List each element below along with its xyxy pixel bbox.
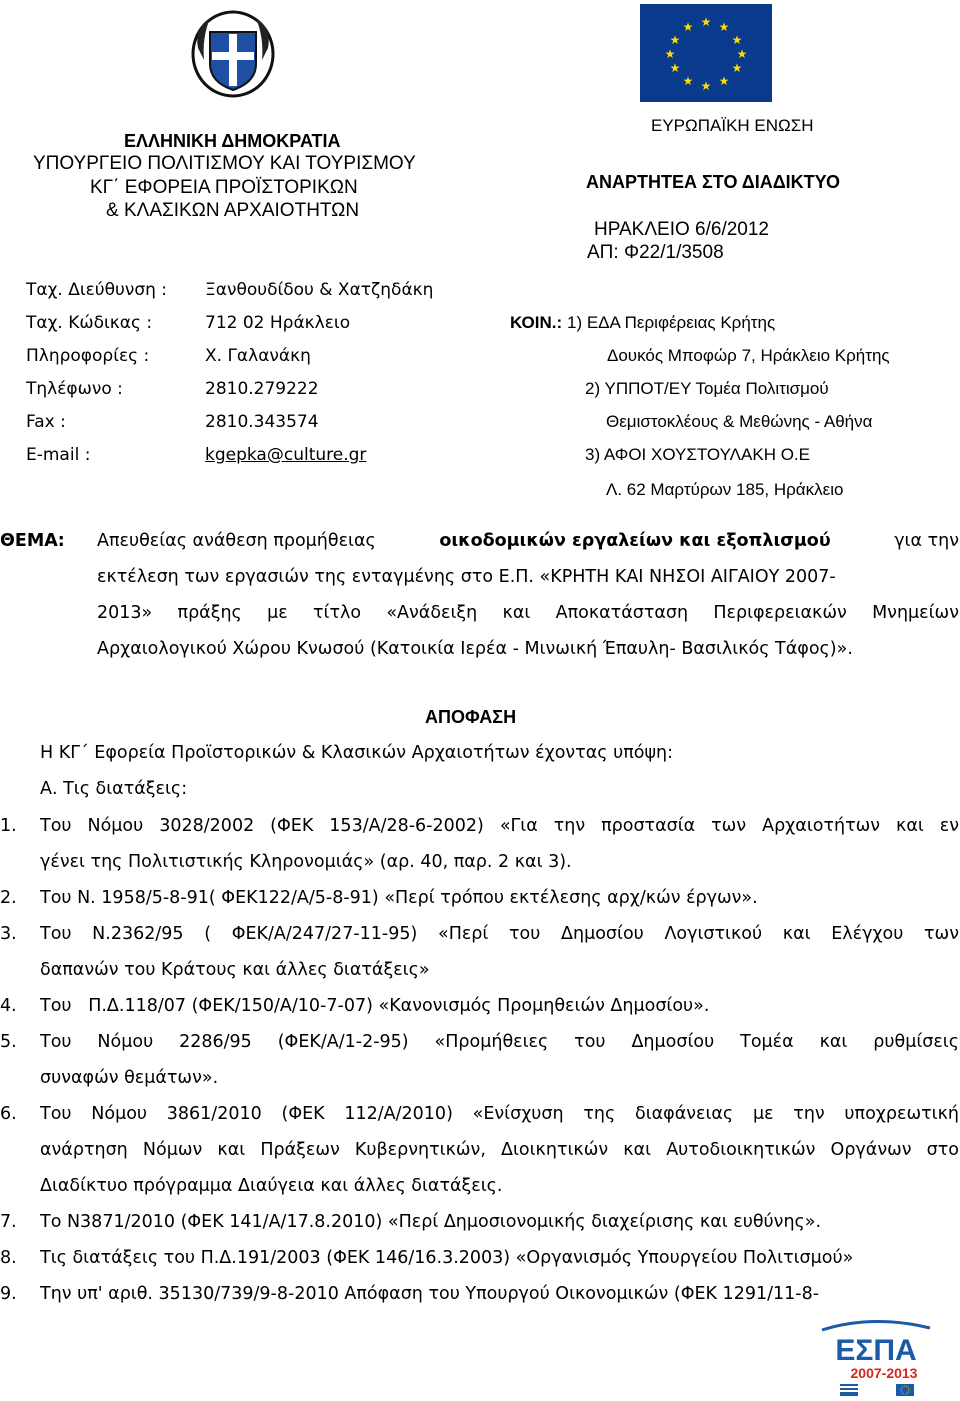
contact-label: E-mail : [26,445,91,465]
list-item-number: 2. [0,888,17,908]
recipient-1: 1) ΕΔΑ Περιφέρειας Κρήτης [567,313,776,332]
recipient-2-address: Θεμιστοκλέους & Μεθώνης - Αθήνα [606,412,873,431]
espa-text: ΕΣΠΑ [835,1334,917,1367]
subject-line-4: Αρχαιολογικού Χώρου Κνωσού (Κατοικία Ιερέα - Μινωική Έπαυλη- Βασιλικός Τάφος)». [97,639,853,659]
contact-value: Ξανθουδίδου & Χατζηδάκη [205,280,434,300]
decision-subheading: Α. Τις διατάξεις: [40,779,188,799]
contact-label: Ταχ. Κώδικας : [26,313,153,333]
contact-label: Fax : [26,412,66,432]
ephorate-line2: & ΚΛΑΣΙΚΩΝ ΑΡΧΑΙΟΤΗΤΩΝ [106,200,360,221]
svg-text:★: ★ [682,20,694,34]
recipient-3: 3) ΑΦΟΙ ΧΟΥΣΤΟΥΛΑΚΗ Ο.Ε [585,445,810,464]
list-item-number: 6. [0,1104,17,1124]
contact-value: 2810.343574 [205,412,319,432]
list-item-text: συναφών θεμάτων». [40,1068,219,1088]
subject-line-3: 2013» πράξης με τίτλο «Ανάδειξη και Αποκατάσταση Περιφερειακών Μνημείων [97,603,959,623]
decision-title: ΑΠΟΦΑΣΗ [425,707,517,727]
list-item-text: Του Ν.2362/95 ( ΦΕΚ/Α/247/27-11-95) «Περί του Δημοσίου Λογιστικού και Ελέγχου των [40,924,959,944]
espa-logo-icon [812,1316,942,1398]
svg-text:★: ★ [718,74,730,88]
ephorate-line1: ΚΓ΄ ΕΦΟΡΕΙΑ ΠΡΟΪΣΤΟΡΙΚΩΝ [90,177,358,198]
svg-text:★: ★ [718,20,730,34]
list-item-number: 1. [0,816,17,836]
decision-intro: Η ΚΓ΄ Εφορεία Προϊστορικών & Κλασικών Αρχαιοτήτων έχοντας υπόψη: [40,743,673,763]
list-item-text: γένει της Πολιτιστικής Κληρονομιάς» (αρ. 40, παρ. 2 και 3). [40,852,572,872]
eu-label: ΕΥΡΩΠΑΪΚΗ ΕΝΩΣΗ [651,116,814,135]
republic-title: ΕΛΛΗΝΙΚΗ ΔΗΜΟΚΡΑΤΙΑ [124,131,341,151]
list-item-number: 3. [0,924,17,944]
greek-coat-of-arms-icon [188,8,278,98]
ministry-title: ΥΠΟΥΡΓΕΙΟ ΠΟΛΙΤΙΣΜΟΥ ΚΑΙ ΤΟΥΡΙΣΜΟΥ [33,153,416,174]
subject-text: για την [888,531,959,551]
recipient-3-address: Λ. 62 Μαρτύρων 185, Ηράκλειο [606,480,844,499]
svg-text:★: ★ [682,74,694,88]
contact-value: Χ. Γαλανάκη [205,346,311,366]
svg-text:★: ★ [731,61,743,75]
list-item-number: 5. [0,1032,17,1052]
subject-line-1 [97,531,959,551]
list-item-text: Του Ν. 1958/5-8-91( ΦΕΚ122/Α/5-8-91) «Περί τρόπου εκτέλεσης αρχ/κών έργων». [40,888,758,908]
contact-value: 712 02 Ηράκλειο [205,313,351,333]
svg-text:★: ★ [700,79,712,93]
list-item-text: Του Νόμου 2286/95 (ΦΕΚ/Α/1-2-95) «Προμήθειες του Δημοσίου Τομέα και ρυθμίσεις [40,1032,959,1052]
eu-flag-icon [640,4,772,102]
contact-value: 2810.279222 [205,379,319,399]
list-item-number: 8. [0,1248,17,1268]
list-item-text: Διαδίκτυο πρόγραμμα Διαύγεια και άλλες διατάξεις. [40,1176,503,1196]
list-item-text: Του Π.Δ.118/07 (ΦΕΚ/150/Α/10-7-07) «Κανονισμός Προμηθειών Δημοσίου». [40,996,710,1016]
list-item-text: Το Ν3871/2010 (ΦΕΚ 141/Α/17.8.2010) «Περί Δημοσιονομικής διαχείρισης και ευθύνης». [40,1212,822,1232]
subject-line-2: εκτέλεση των εργασιών της ενταγμένης στο Ε.Π. «ΚΡΗΤΗ ΚΑΙ ΝΗΣΟΙ ΑΙΓΑΙΟΥ 2007- [97,567,836,587]
svg-text:★: ★ [736,47,748,61]
list-item-text: Την υπ' αριθ. 35130/739/9-8-2010 Απόφαση του Υπουργού Οικονομικών (ΦΕΚ 1291/11-8- [40,1284,820,1304]
list-item-number: 4. [0,996,17,1016]
svg-text:★: ★ [669,33,681,47]
subject-bold-text: οικοδομικών εργαλείων και εξοπλισμού [439,531,831,551]
email-link[interactable]: kgepka@culture.gr [205,445,367,465]
posting-label: ΑΝΑΡΤΗΤΕΑ ΣΤΟ ΔΙΑΔΙΚΤΥΟ [586,172,840,192]
list-item-number: 7. [0,1212,17,1232]
svg-text:★: ★ [700,15,712,29]
place-date: ΗΡΑΚΛΕΙΟ 6/6/2012 [594,219,769,240]
svg-text:★: ★ [669,61,681,75]
contact-label: Πληροφορίες : [26,346,150,366]
svg-text:★: ★ [664,47,676,61]
svg-text:★: ★ [731,33,743,47]
list-item-text: Τις διατάξεις του Π.Δ.191/2003 (ΦΕΚ 146/16.3.2003) «Οργανισμός Υπουργείου Πολιτισμού» [40,1248,854,1268]
list-item-text: Του Νόμου 3028/2002 (ΦΕΚ 153/Α/28-6-2002) «Για την προστασία των Αρχαιοτήτων και εν [40,816,959,836]
recipient-1-address: Δουκός Μποφώρ 7, Ηράκλειο Κρήτης [607,346,890,365]
protocol-number: ΑΠ: Φ22/1/3508 [587,242,724,263]
contact-label: Ταχ. Διεύθυνση : [26,280,168,300]
subject-label: ΘΕΜΑ: [0,531,65,551]
list-item-text: Του Νόμου 3861/2010 (ΦΕΚ 112/Α/2010) «Ενίσχυση της διαφάνειας με την υποχρεωτική [40,1104,959,1124]
list-item-text: δαπανών του Κράτους και άλλες διατάξεις» [40,960,430,980]
koin-label: ΚΟΙΝ.: [510,313,563,332]
subject-text: Απευθείας ανάθεση προμήθειας [97,531,382,551]
list-item-number: 9. [0,1284,17,1304]
list-item-text: ανάρτηση Νόμων και Πράξεων Κυβερνητικών, Διοικητικών και Αυτοδιοικητικών Οργάνων στο [40,1140,959,1160]
espa-years: 2007-2013 [850,1365,918,1381]
contact-label: Τηλέφωνο : [26,379,123,399]
recipient-2: 2) ΥΠΠΟΤ/ΕΥ Τομέα Πολιτισμού [585,379,829,398]
